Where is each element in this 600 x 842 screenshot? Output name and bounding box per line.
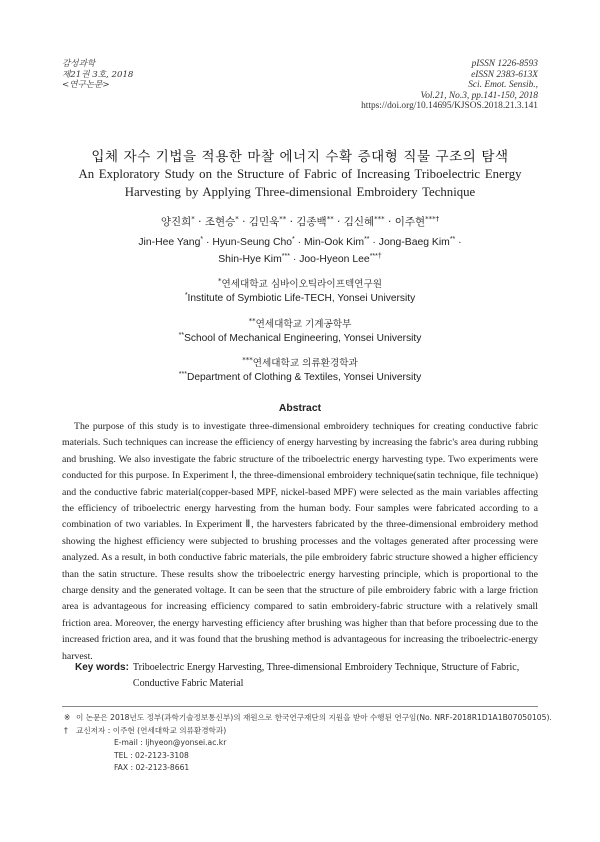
affiliation-en: Department of Clothing & Textiles, Yonsei University xyxy=(186,372,422,383)
eissn: eISSN 2383-613X xyxy=(471,69,538,80)
affiliation-ko: 연세대학교 기계공학부 xyxy=(255,319,352,330)
author-separator: · xyxy=(198,216,202,228)
funding-symbol: ※ xyxy=(64,713,71,722)
title-english xyxy=(60,165,540,201)
corresponding-symbol: † xyxy=(64,725,68,735)
authors-korean xyxy=(0,214,600,229)
author-mark: * xyxy=(235,215,239,223)
keywords xyxy=(75,660,540,692)
author-separator: · xyxy=(372,237,376,248)
volume-pages: Vol.21, No.3, pp.141-150, 2018 xyxy=(420,90,538,101)
journal-name-ko: 감성과학 xyxy=(62,59,96,69)
affiliation-1 xyxy=(0,278,600,306)
title-korean: 입체 자수 기법을 적용한 마찰 에너지 수확 증대형 직물 구조의 탐색 xyxy=(91,149,509,165)
title-english-line-2: Harvesting by Applying Three-dimensional Embroidery Technique xyxy=(124,185,476,199)
doi-link[interactable]: https://doi.org/10.14695/KJSOS.2018.21.3.141 xyxy=(361,101,538,112)
author-mark: ***† xyxy=(425,215,440,223)
journal-abbreviation: Sci. Emot. Sensib., xyxy=(468,80,538,91)
affiliation-mark: ** xyxy=(248,317,256,325)
author-mark: ** xyxy=(449,236,456,243)
abstract-body: The purpose of this study is to investigate three-dimensional embroidery techniques for creating conductive fabric materials. Such techniques can increase the efficiency of energy harvesting by increasing the fabric's area during rubbing and brushing. We also investigate the fabric structure of the triboelectric energy harvesting type. Two experiments were conducted for this purpose. In Experiment Ⅰ, the three-dimensional embroidery technique(satin technique, file technique) and the conductive fabric material(copper-based MPF, nickel-based MPF) were selected as the main variables affecting the efficiency of triboelectric energy harvesting from the human body. Four samples were fabricated according to a combination of two variables. In Experiment Ⅱ, the harvesters fabricated by the three-dimensional embroidery method showing the highest efficiency were subjected to brushing processes and the voltages generated after processing were analyzed. As a result, in both conductive fabric materials, the pile embroidery fabric structure showed a higher efficiency than the satin structure. These results show the triboelectric energy harvesting principle, which is proportional to the charge density and the generated voltage. It can be seen that the structure of pile embroidery fabric with a large friction area is advantageous for increasing efficiency compared to satin embroidery-fabric structure with a relatively small friction area. Moreover, the energy harvesting efficiency after brushing was higher than that before processing due to the increased friction area, and it was found that the brushing method is advantageous for increasing the triboelectric-energy harvest. xyxy=(62,421,538,662)
author-mark: * xyxy=(200,236,204,243)
affiliation-en: School of Mechanical Engineering, Yonsei University xyxy=(184,333,422,344)
authors-english xyxy=(90,234,510,268)
title-english-line-1: An Exploratory Study on the Structure of Fabric of Increasing Triboelectric Energy xyxy=(78,167,522,181)
affiliation-mark: * xyxy=(184,292,188,299)
fax: FAX : 02-2123-8661 xyxy=(114,763,190,773)
author-separator: · xyxy=(205,237,210,248)
keywords-text: Triboelectric Energy Harvesting, Three-dimensional Embroidery Technique, Structure of Fabric, Conductive Fabric Material xyxy=(132,662,520,689)
telephone: TEL : 02-2123-3108 xyxy=(114,750,189,760)
funding-note: 이 논문은 2018년도 정부(과학기술정보통신부)의 재원으로 한국연구재단의 지원을 받아 수행된 연구임(No. NRF-2018R1D1A1B07050105). xyxy=(76,713,552,722)
affiliation-en: Institute of Symbiotic Life-TECH, Yonsei University xyxy=(187,293,416,304)
author-separator: · xyxy=(292,254,297,265)
author-ko: 조현승 xyxy=(204,216,236,228)
affiliation-ko: 연세대학교 의류환경학과 xyxy=(252,358,358,369)
author-mark: * xyxy=(292,236,295,243)
author-mark: ** xyxy=(279,215,287,223)
affiliation-mark: * xyxy=(217,277,222,285)
journal-header-right xyxy=(361,59,538,112)
author-ko: 김민욱 xyxy=(248,216,280,228)
author-en: Min-Ook Kim xyxy=(304,237,365,248)
affiliation-mark: *** xyxy=(242,356,253,364)
email[interactable]: E-mail : ljhyeon@yonsei.ac.kr xyxy=(114,738,227,748)
affiliation-mark: ** xyxy=(178,332,185,339)
author-separator: · xyxy=(242,216,246,228)
author-mark: * xyxy=(191,215,195,223)
author-mark: ** xyxy=(326,215,334,223)
corresponding-author: 교신저자 : 이주현 (연세대학교 의류환경학과) xyxy=(76,725,227,735)
affiliation-mark: *** xyxy=(178,371,187,378)
author-en: Jin-Hee Yang xyxy=(138,237,201,248)
author-mark: ** xyxy=(364,236,370,243)
author-mark: *** xyxy=(374,215,385,223)
keywords-label: Key words: xyxy=(75,662,129,673)
author-en: Joo-Hyeon Lee xyxy=(299,254,370,265)
author-separator: · xyxy=(388,216,392,228)
volume-issue-ko: 제21권 3호, 2018 xyxy=(62,69,134,80)
author-separator: · xyxy=(297,237,302,248)
author-ko: 김종백 xyxy=(296,216,327,228)
affiliation-3 xyxy=(0,357,600,385)
author-en: Hyun-Seung Cho xyxy=(212,237,293,248)
footnotes xyxy=(64,712,552,775)
journal-header-left xyxy=(62,59,133,91)
article-type: <연구논문> xyxy=(62,80,110,91)
author-mark: *** xyxy=(281,253,290,260)
affiliation-ko: 연세대학교 심바이오틱라이프텍연구원 xyxy=(221,279,383,290)
author-ko: 이주현 xyxy=(394,216,426,228)
author-ko: 양진희 xyxy=(160,216,192,228)
footnote-divider xyxy=(62,706,538,707)
author-ko: 김신혜 xyxy=(343,216,375,228)
author-separator: · xyxy=(289,216,293,228)
author-separator: · xyxy=(337,216,341,228)
author-mark: ***† xyxy=(369,253,382,260)
abstract-heading: Abstract xyxy=(278,403,322,414)
pissn: pISSN 1226-8593 xyxy=(471,59,538,69)
author-en: Shin-Hye Kim xyxy=(218,254,282,265)
affiliation-2 xyxy=(0,318,600,346)
author-separator: · xyxy=(458,237,462,248)
author-en: Jong-Baeg Kim xyxy=(378,237,450,248)
